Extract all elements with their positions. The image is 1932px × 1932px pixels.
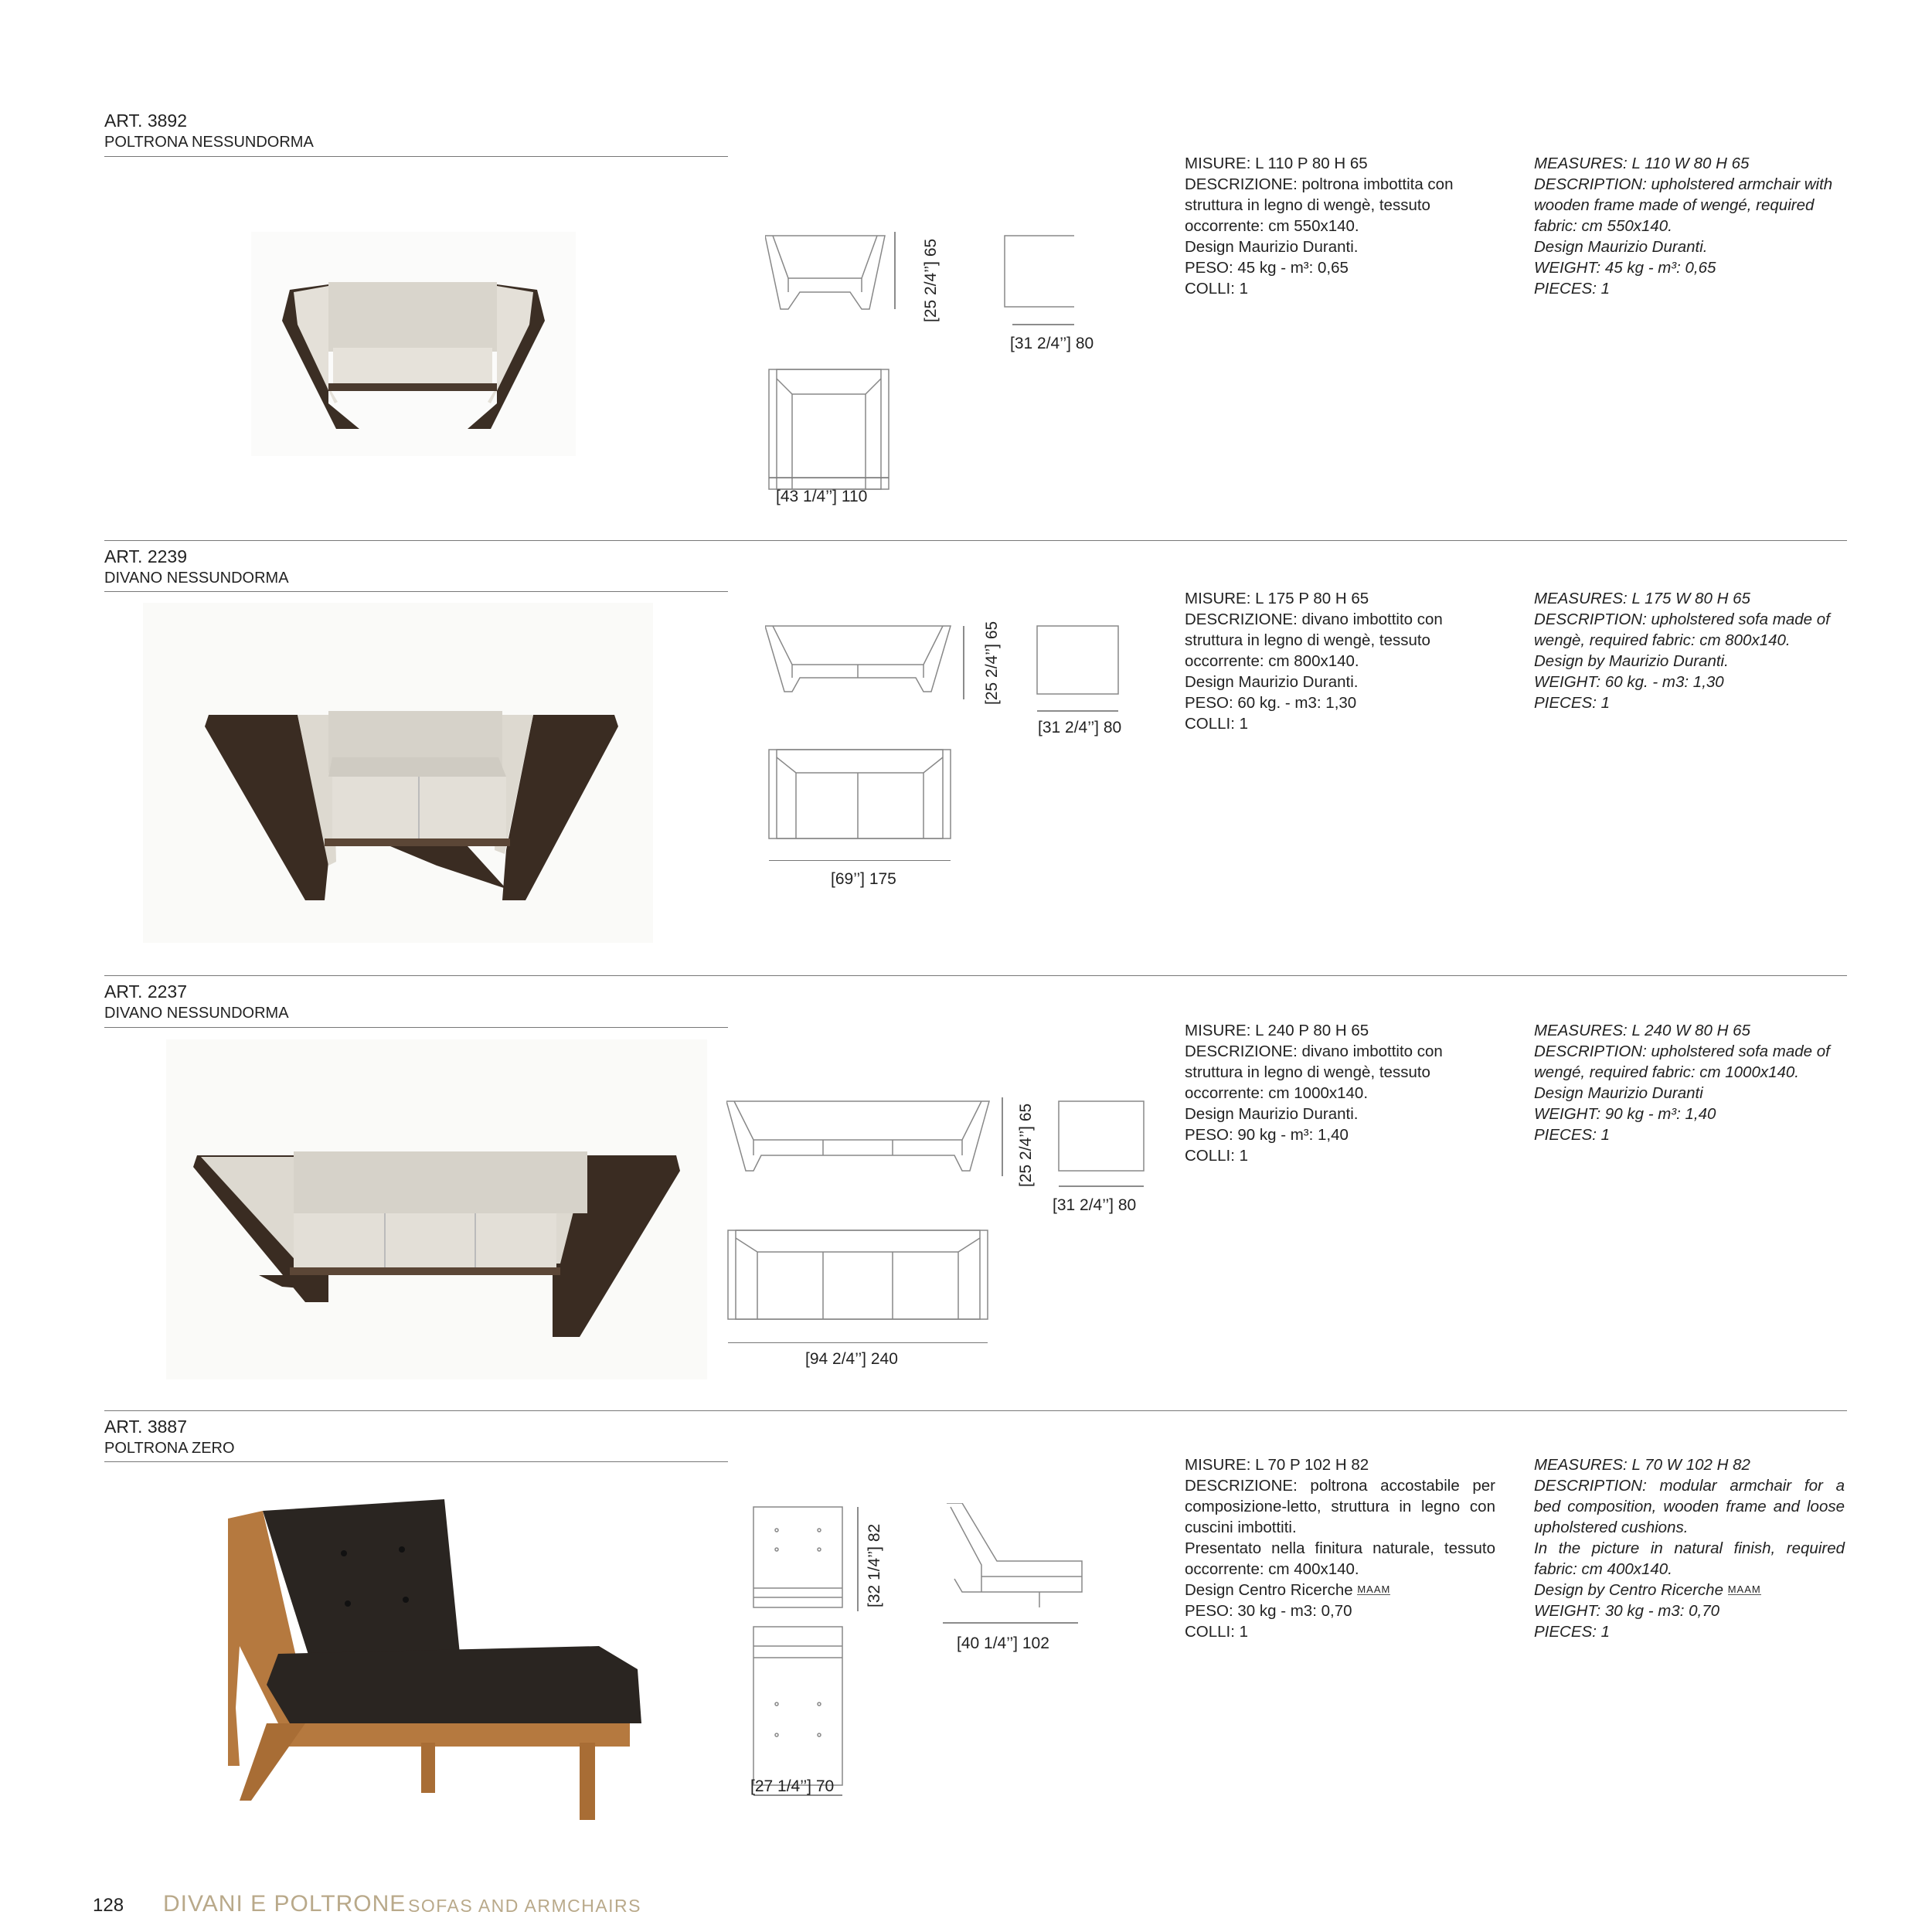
section-divider [104, 540, 1847, 541]
depth-dimension: [31 2/4’’] 80 [1010, 335, 1094, 352]
three-seat-sofa-photo [166, 1039, 707, 1379]
description-english: MEASURES: L 240 W 80 H 65 DESCRIPTION: upholstered sofa made of wengé, required fabric: cm 1000x140. Design Maurizio Duranti WEIGHT: 90 kg - m³: 1,40 PIECES: 1 [1534, 1022, 1830, 1144]
product-name: DIVANO NESSUNDORMA [104, 570, 289, 587]
description-english: MEASURES: L 110 W 80 H 65 DESCRIPTION: upholstered armchair with wooden frame made of wengé, required fabric: cm 550x140. Design Maurizio Duranti. WEIGHT: 45 kg - m³: 0,65 PIECES: 1 [1534, 155, 1833, 298]
section-title-italian: DIVANI E POLTRONE [163, 1891, 406, 1917]
leather-armchair-technical-drawing [750, 1503, 1105, 1804]
section-title-english: SOFAS AND ARMCHAIRS [408, 1896, 642, 1916]
leather-armchair-photo [220, 1476, 653, 1839]
title-rule [104, 1027, 728, 1028]
product-name: POLTRONA NESSUNDORMA [104, 134, 314, 151]
product-name: DIVANO NESSUNDORMA [104, 1005, 289, 1022]
height-dimension: [25 2/4’’] 65 [1017, 1103, 1035, 1187]
section-divider [104, 975, 1847, 976]
description-english: MEASURES: L 70 W 102 H 82 DESCRIPTION: modular armchair for a bed composition, wooden frame and loose upholstered cushions. In the picture in natural finish, required fabric: cm 400x140. Design by Centro Ricerche MAAM WEIGHT: 30 kg - m3: 0,70 PIECES: 1 [1534, 1456, 1845, 1641]
width-dimension: [94 2/4’’] 240 [805, 1350, 898, 1368]
height-dimension: [25 2/4’’] 65 [983, 621, 1001, 705]
description-italian: MISURE: L 240 P 80 H 65 DESCRIZIONE: divano imbottito con struttura in legno di wengè, tessuto occorrente: cm 1000x140. Design Maurizio Duranti. PESO: 90 kg - m³: 1,40 COLLI: 1 [1185, 1022, 1443, 1165]
description-english: MEASURES: L 175 W 80 H 65 DESCRIPTION: upholstered sofa made of wengè, required fabric: cm 800x140. Design by Maurizio Duranti. WEIGHT: 60 kg. - m3: 1,30 PIECES: 1 [1534, 590, 1830, 712]
product-code: ART. 2237 [104, 981, 187, 1002]
description-italian: MISURE: L 175 P 80 H 65 DESCRIZIONE: divano imbottito con struttura in legno di wengè, tessuto occorrente: cm 800x140. Design Maurizio Duranti. PESO: 60 kg. - m3: 1,30 COLLI: 1 [1185, 590, 1443, 733]
sofa-photo [143, 603, 653, 943]
description-italian: MISURE: L 110 P 80 H 65 DESCRIZIONE: poltrona imbottita con struttura in legno di wengè, tessuto occorrente: cm 550x140. Design Maurizio Duranti. PESO: 45 kg - m³: 0,65 COLLI: 1 [1185, 155, 1454, 298]
dim-line [728, 1342, 988, 1343]
armchair-photo [251, 232, 576, 456]
maam-logo: MAAM [1727, 1583, 1761, 1595]
sofa-technical-drawing [765, 622, 1136, 862]
height-dimension: [32 1/4’’] 82 [866, 1523, 883, 1607]
armchair-technical-drawing [765, 232, 1074, 495]
maam-logo: MAAM [1357, 1583, 1391, 1595]
description-italian: MISURE: L 70 P 102 H 82 DESCRIZIONE: poltrona accostabile per composizione-letto, struttura in legno con cuscini imbottiti. Presentato nella finitura naturale, tessuto occorrente: cm 400x140. Design Centro Ricerche MAAM PESO: 30 kg - m3: 0,70 COLLI: 1 [1185, 1456, 1495, 1641]
title-rule [104, 1461, 728, 1462]
dim-line [769, 860, 951, 861]
product-name: POLTRONA ZERO [104, 1440, 235, 1457]
product-code: ART. 2239 [104, 546, 187, 566]
height-dimension: [25 2/4’’] 65 [922, 238, 940, 322]
width-dimension: [27 1/4’’] 70 [750, 1777, 835, 1795]
product-code: ART. 3892 [104, 111, 187, 131]
page-number: 128 [93, 1895, 124, 1916]
depth-dimension: [40 1/4’’] 102 [957, 1634, 1049, 1652]
width-dimension: [69’’] 175 [831, 870, 896, 888]
section-divider [104, 1410, 1847, 1411]
depth-dimension: [31 2/4’’] 80 [1038, 719, 1122, 736]
title-rule [104, 591, 728, 592]
width-dimension: [43 1/4’’] 110 [776, 488, 868, 505]
depth-dimension: [31 2/4’’] 80 [1053, 1196, 1137, 1214]
product-code: ART. 3887 [104, 1417, 187, 1437]
title-rule [104, 156, 728, 157]
